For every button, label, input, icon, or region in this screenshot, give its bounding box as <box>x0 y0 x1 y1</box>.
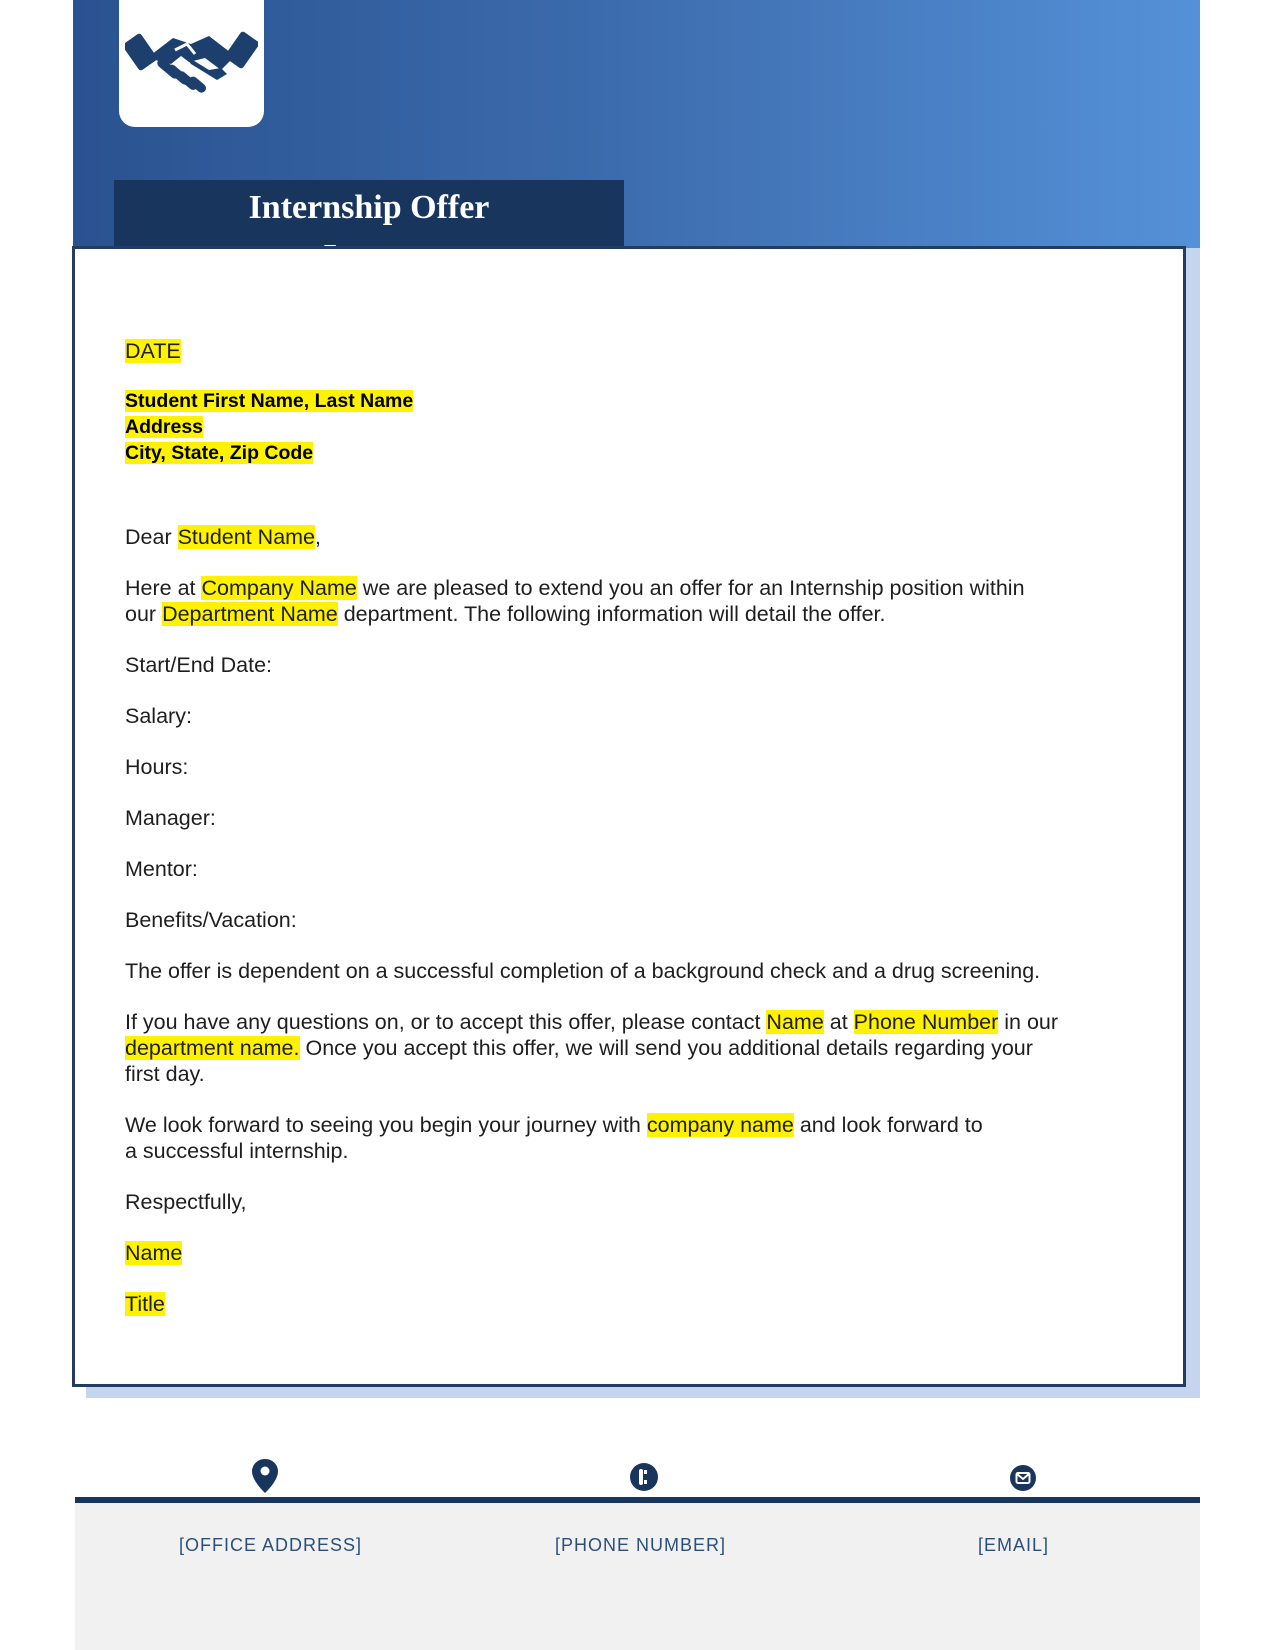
field-manager: Manager: <box>125 806 216 830</box>
field-start-end: Start/End Date: <box>125 653 272 677</box>
footer-phone-number: [PHONE NUMBER] <box>555 1535 727 1555</box>
phone-icon <box>629 1462 659 1492</box>
intro-paragraph: Here at Company Name we are pleased to extend you an offer for an Internship position within our Department Name department. The following information will detail the offer. <box>125 576 1025 626</box>
date-line <box>125 338 1135 364</box>
field-hours: Hours: <box>125 755 189 779</box>
footer-email: [EMAIL] <box>978 1535 1050 1555</box>
department-name-placeholder: Department Name <box>162 602 338 626</box>
date-placeholder: DATE <box>125 339 181 363</box>
salutation: Dear Student Name, <box>125 525 322 549</box>
contact-phone-placeholder: Phone Number <box>853 1010 999 1034</box>
footer-office-address: [OFFICE ADDRESS] <box>179 1535 363 1555</box>
email-icon <box>1009 1464 1037 1492</box>
company-name-placeholder: Company Name <box>201 576 357 600</box>
location-pin-icon <box>251 1458 279 1494</box>
condition-paragraph: The offer is dependent on a successful completion of a background check and a drug screening. <box>125 959 1041 983</box>
field-salary: Salary: <box>125 704 192 728</box>
signature-title: Title <box>125 1292 165 1316</box>
closing-paragraph: We look forward to seeing you begin your journey with company name and look forward to a successful internship. <box>125 1113 983 1163</box>
contact-paragraph: If you have any questions on, or to accept this offer, please contact Name at Phone Number in our department name. Once you accept this offer, we will send you additional details regarding your first day. <box>125 1010 1059 1086</box>
page-title: Internship Offer <box>248 188 490 226</box>
letter-body <box>125 338 1135 1317</box>
closing-company-placeholder: company name <box>646 1113 794 1137</box>
contact-name-placeholder: Name <box>766 1010 824 1034</box>
footer <box>75 1503 1200 1650</box>
signature-name: Name <box>125 1241 183 1265</box>
field-mentor: Mentor: <box>125 857 198 881</box>
recipient-address: Address <box>125 416 204 438</box>
logo <box>119 0 264 127</box>
contact-department-placeholder: department name. <box>125 1036 300 1060</box>
signoff: Respectfully, <box>125 1190 247 1214</box>
recipient-city: City, State, Zip Code <box>125 442 314 464</box>
handshake-icon <box>125 14 258 104</box>
field-benefits: Benefits/Vacation: <box>125 908 297 932</box>
student-name-placeholder: Student Name <box>177 525 316 549</box>
recipient-name: Student First Name, Last Name <box>125 390 414 412</box>
